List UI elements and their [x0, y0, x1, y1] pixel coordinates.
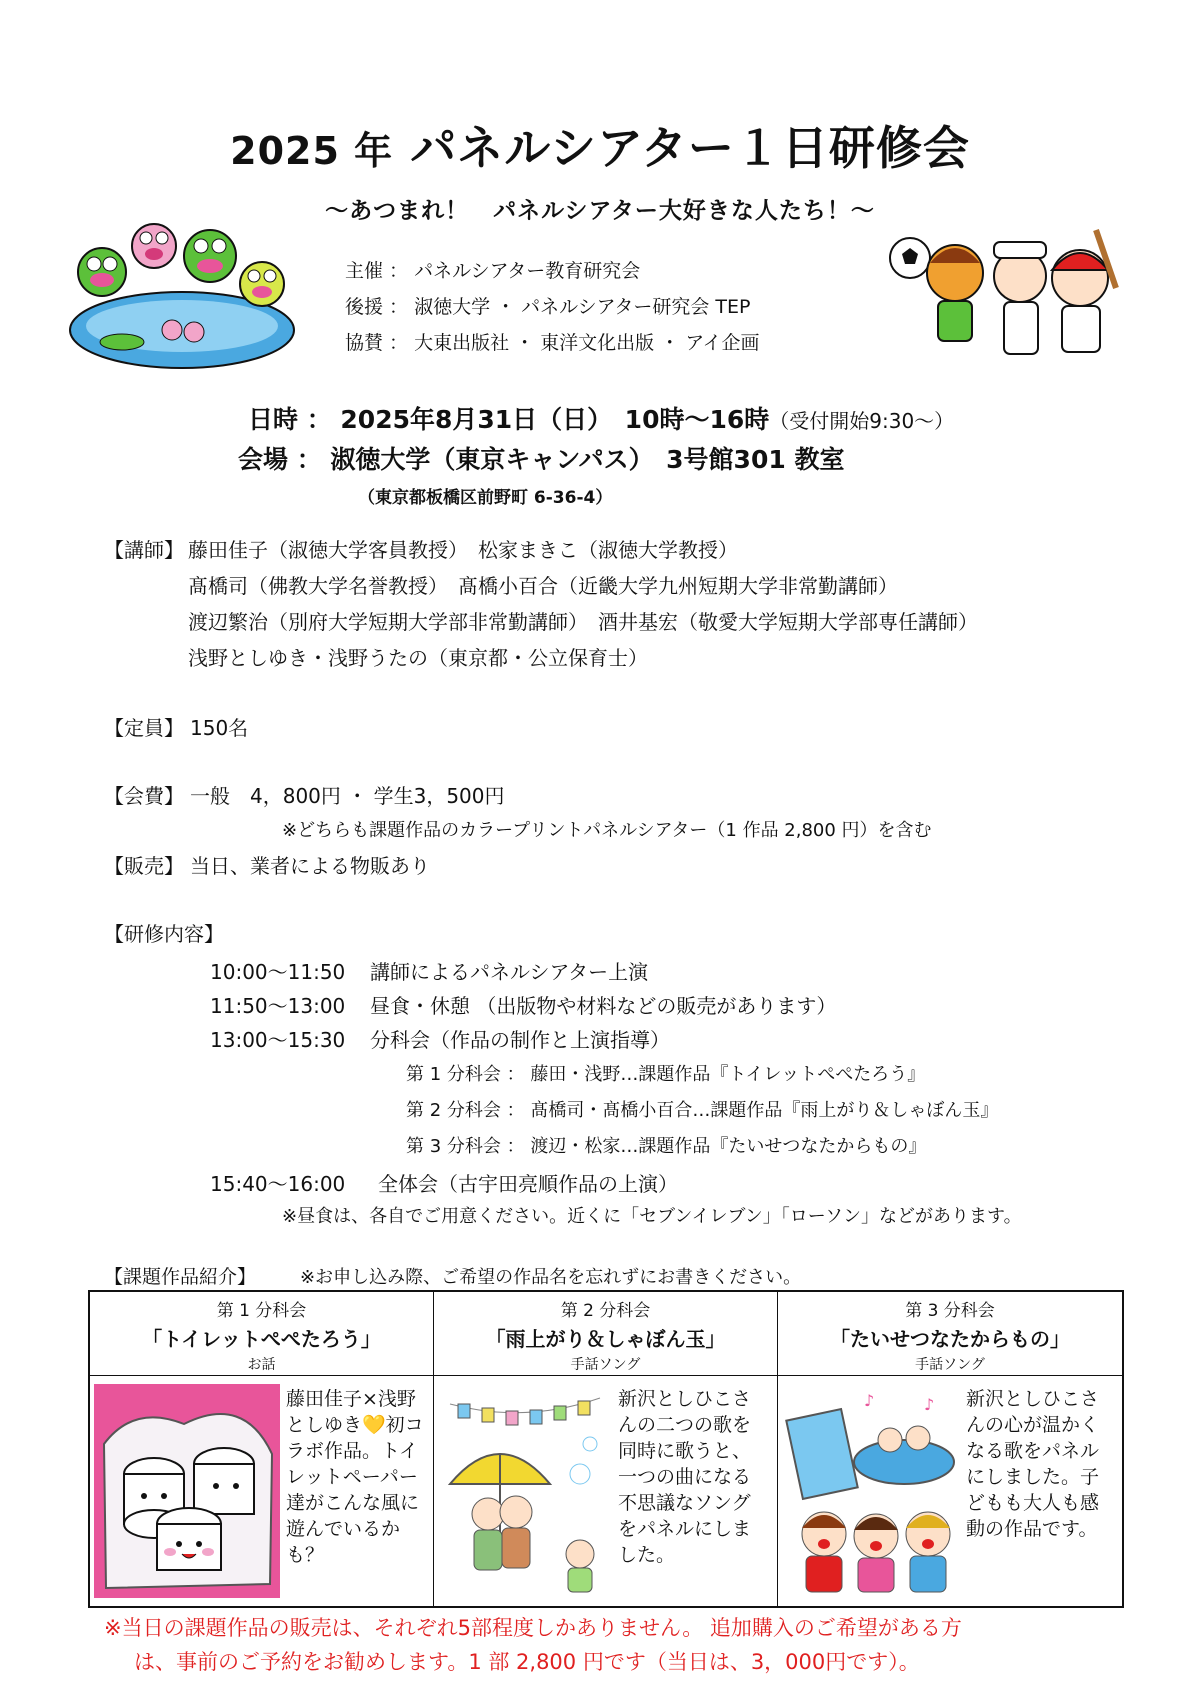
svg-text:♪: ♪ — [924, 1395, 935, 1414]
program-time: 11:50～13:00 — [210, 994, 346, 1018]
fee-note: ※どちらも課題作品のカラープリントパネルシアター（1 作品 2,800 円）を含む — [282, 820, 932, 841]
work-group: 第 3 分科会 — [905, 1301, 995, 1321]
umbrella-illustration — [440, 1384, 610, 1598]
lunch-note: ※昼食は、各自でご用意ください。近くに「セブンイレブン」「ローソン」などがあります。 — [282, 1206, 1022, 1227]
program-text: 分科会（作品の制作と上演指導） — [370, 1028, 670, 1052]
lecturer-line: 浅野としゆき・浅野うたの（東京都・公立保育士） — [188, 646, 648, 670]
bottom-note-line2: は、事前のご予約をお勧めします。1 部 2,800 円です（当日は、3，000円です）。 — [134, 1650, 920, 1674]
works-note: ※お申し込み際、ご希望の作品名を忘れずにお書きください。 — [300, 1267, 802, 1288]
program-time: 10:00～11:50 — [210, 960, 346, 984]
lecturers-label: 【講師】 — [104, 538, 184, 562]
works-table — [88, 1290, 1124, 1608]
work-description: 新沢としひこさんの心が温かくなる歌をパネルにしました。子どもも大人も感動の作品です。 — [966, 1388, 1100, 1540]
program-text: 講師によるパネルシアター上演 — [370, 960, 649, 984]
works-label: 【課題作品紹介】 — [104, 1266, 257, 1288]
program-time: 15:40～16:00 — [210, 1172, 346, 1196]
frogs-illustration — [62, 212, 302, 372]
title-main: パネルシアター１日研修会 — [410, 121, 970, 175]
subgroup-line: 第 1 分科会 ： 藤田・浅野…課題作品『トイレットぺぺたろう』 — [406, 1064, 926, 1085]
organizer-support: 後援 ： 淑徳大学 ・ パネルシアター研究会 TEP — [345, 296, 751, 318]
bottom-note-line1: ※当日の課題作品の販売は、それぞれ5部程度しかありません。 追加購入のご希望がある方 — [104, 1616, 962, 1640]
event-address: （東京都板橋区前野町 6-36-4） — [358, 488, 613, 508]
subgroup-line: 第 3 分科会 ： 渡辺・松家…課題作品『たいせつなたからもの』 — [406, 1136, 927, 1157]
work-header-3 — [778, 1292, 1122, 1375]
sales-value: 当日、業者による物販あり — [190, 854, 430, 878]
work-description: 藤田佳子×浅野としゆき💛初コラボ作品。トイレットペーパー達がこんな風に遊んでいるかも？ — [286, 1388, 424, 1566]
svg-text:♪: ♪ — [864, 1391, 875, 1410]
work-title: 「雨上がり＆しゃぼん玉」 — [485, 1327, 726, 1351]
work-title: 「トイレットぺぺたろう」 — [142, 1327, 381, 1351]
work-header-2 — [434, 1292, 777, 1375]
organizer-host: 主催 ： パネルシアター教育研究会 — [345, 260, 641, 282]
lecturer-line: 藤田佳子（淑徳大学客員教授） 松家まきこ（淑徳大学教授） — [188, 538, 738, 562]
work-group: 第 1 分科会 — [216, 1301, 307, 1321]
work-header-1 — [90, 1292, 433, 1375]
program-time: 13:00～15:30 — [210, 1028, 346, 1052]
work-genre: お話 — [247, 1357, 276, 1373]
capacity-label: 【定員】 — [104, 716, 184, 740]
fee-label: 【会費】 — [104, 784, 184, 808]
title-year: 2025 年 — [230, 129, 394, 173]
work-description: 新沢としひこさんの二つの歌を同時に歌うと、一つの曲になる不思議なソングをパネルにしました。 — [618, 1388, 752, 1566]
lecturer-line: 渡辺繁治（別府大学短期大学部非常勤講師） 酒井基宏（敬愛大学短期大学部専任講師） — [188, 610, 978, 634]
work-group: 第 2 分科会 — [560, 1301, 651, 1321]
datetime-text: 日時 ： 2025年8月31日（日） 10時～16時 — [248, 405, 770, 434]
page-subtitle: ～あつまれ！ パネルシアター大好きな人たち！～ — [325, 198, 875, 224]
reception-time: （受付開始9:30～） — [769, 409, 955, 433]
event-datetime — [248, 400, 954, 436]
program-label: 【研修内容】 — [104, 922, 224, 946]
event-venue: 会場 ： 淑徳大学（東京キャンパス） 3号館301 教室 — [238, 445, 845, 474]
treasure-illustration — [784, 1384, 960, 1598]
capacity-value: 150名 — [190, 716, 249, 740]
page-title — [0, 112, 1200, 178]
work-title: 「たいせつなたからもの」 — [830, 1327, 1070, 1351]
fee-value: 一般 4，800円 ・ 学生3，500円 — [190, 784, 505, 808]
sales-label: 【販売】 — [104, 854, 184, 878]
children-illustration — [880, 218, 1130, 368]
organizer-sponsor: 協賛 ： 大東出版社 ・ 東洋文化出版 ・ アイ企画 — [345, 332, 760, 354]
lecturer-line: 髙橋司（佛教大学名誉教授） 髙橋小百合（近畿大学九州短期大学非常勤講師） — [188, 574, 898, 598]
work-genre: 手話ソング — [915, 1357, 985, 1373]
program-text: 全体会（古宇田亮順作品の上演） — [378, 1172, 678, 1196]
toilet-paper-illustration — [94, 1384, 280, 1598]
work-genre: 手話ソング — [570, 1357, 641, 1373]
subgroup-line: 第 2 分科会 ： 髙橋司・髙橋小百合…課題作品『雨上がり＆しゃぼん玉』 — [406, 1100, 999, 1121]
program-text: 昼食・休憩 （出版物や材料などの販売があります） — [370, 994, 837, 1018]
